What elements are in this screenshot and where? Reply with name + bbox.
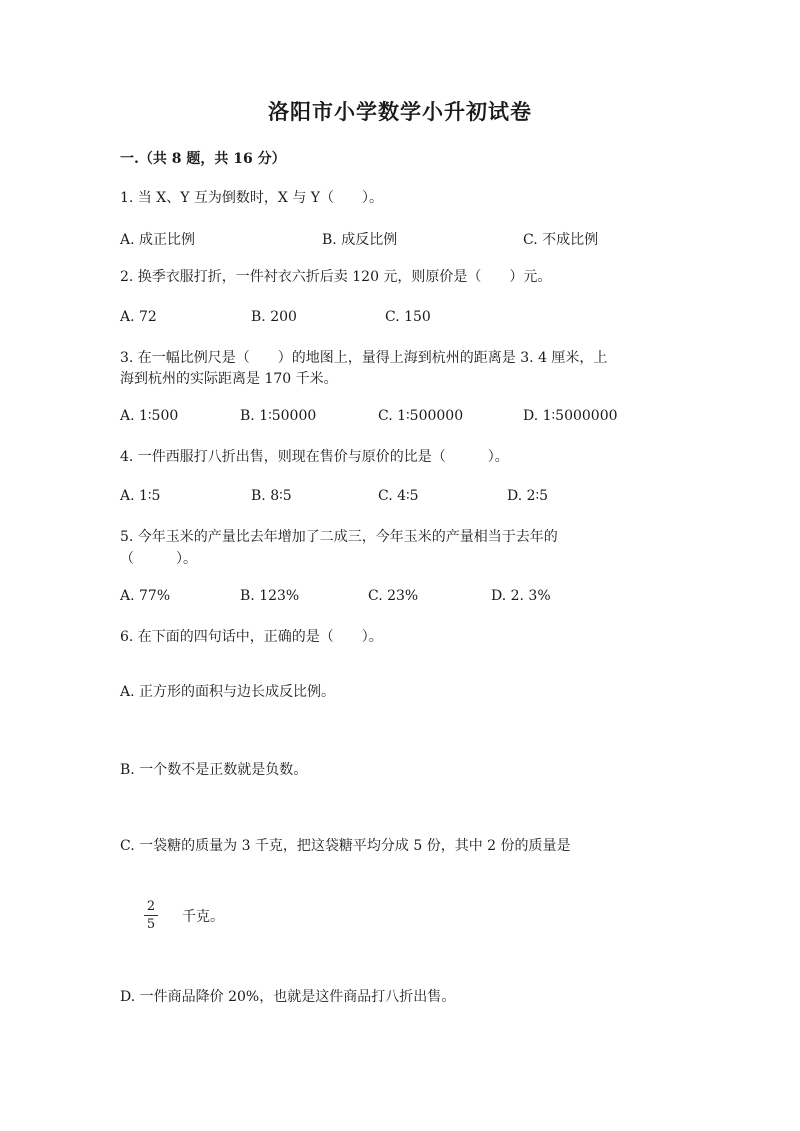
fraction-numerator: 2	[146, 899, 156, 914]
q6-option-b: B. 一个数不是正数就是负数。	[120, 762, 308, 778]
q4-option-d: D. 2∶5	[507, 488, 549, 504]
section-heading: 一.（共 8 题，共 16 分）	[120, 151, 286, 167]
q6-option-c: C. 一袋糖的质量为 3 千克，把这袋糖平均分成 5 份，其中 2 份的质量是	[120, 838, 571, 854]
q5-option-a: A. 77%	[120, 588, 171, 604]
question-5-stem-line1: 5. 今年玉米的产量比去年增加了二成三，今年玉米的产量相当于去年的	[120, 529, 558, 545]
q2-option-b: B. 200	[251, 309, 297, 325]
q5-option-c: C. 23%	[368, 588, 419, 604]
fraction-bar	[144, 915, 158, 916]
q6-option-a: A. 正方形的面积与边长成反比例。	[120, 684, 336, 700]
question-1-stem: 1. 当 X、Y 互为倒数时，X 与 Y（ ）。	[120, 190, 384, 206]
q3-option-d: D. 1∶5000000	[523, 408, 618, 424]
q5-option-b: B. 123%	[240, 588, 300, 604]
question-6-stem: 6. 在下面的四句话中，正确的是（ ）。	[120, 629, 383, 645]
q4-option-a: A. 1∶5	[120, 488, 161, 504]
question-3-stem-line2: 海到杭州的实际距离是 170 千米。	[120, 371, 338, 387]
q3-option-a: A. 1∶500	[120, 408, 179, 424]
fraction-unit: 千克。	[182, 909, 224, 925]
q4-option-b: B. 8∶5	[251, 488, 292, 504]
fraction-denominator: 5	[146, 917, 156, 932]
fraction-two-fifths	[144, 899, 158, 932]
q3-option-c: C. 1∶500000	[378, 408, 464, 424]
q5-option-d: D. 2. 3%	[491, 588, 551, 604]
question-4-stem: 4. 一件西服打八折出售，则现在售价与原价的比是（ ）。	[120, 449, 509, 465]
q4-option-c: C. 4∶5	[378, 488, 419, 504]
q3-option-b: B. 1∶50000	[240, 408, 317, 424]
q6-option-d: D. 一件商品降价 20%，也就是这件商品打八折出售。	[120, 989, 456, 1005]
q1-option-c: C. 不成比例	[523, 232, 599, 248]
q1-option-b: B. 成反比例	[322, 232, 398, 248]
q2-option-c: C. 150	[385, 309, 431, 325]
page-title: 洛阳市小学数学小升初试卷	[268, 99, 532, 124]
q1-option-a: A. 成正比例	[120, 232, 196, 248]
question-2-stem: 2. 换季衣服打折，一件衬衣六折后卖 120 元，则原价是（ ）元。	[120, 269, 552, 285]
q2-option-a: A. 72	[120, 309, 157, 325]
question-5-stem-line2: （ ）。	[120, 551, 197, 567]
question-3-stem-line1: 3. 在一幅比例尺是（ ）的地图上，量得上海到杭州的距离是 3. 4 厘米，上	[120, 350, 608, 366]
